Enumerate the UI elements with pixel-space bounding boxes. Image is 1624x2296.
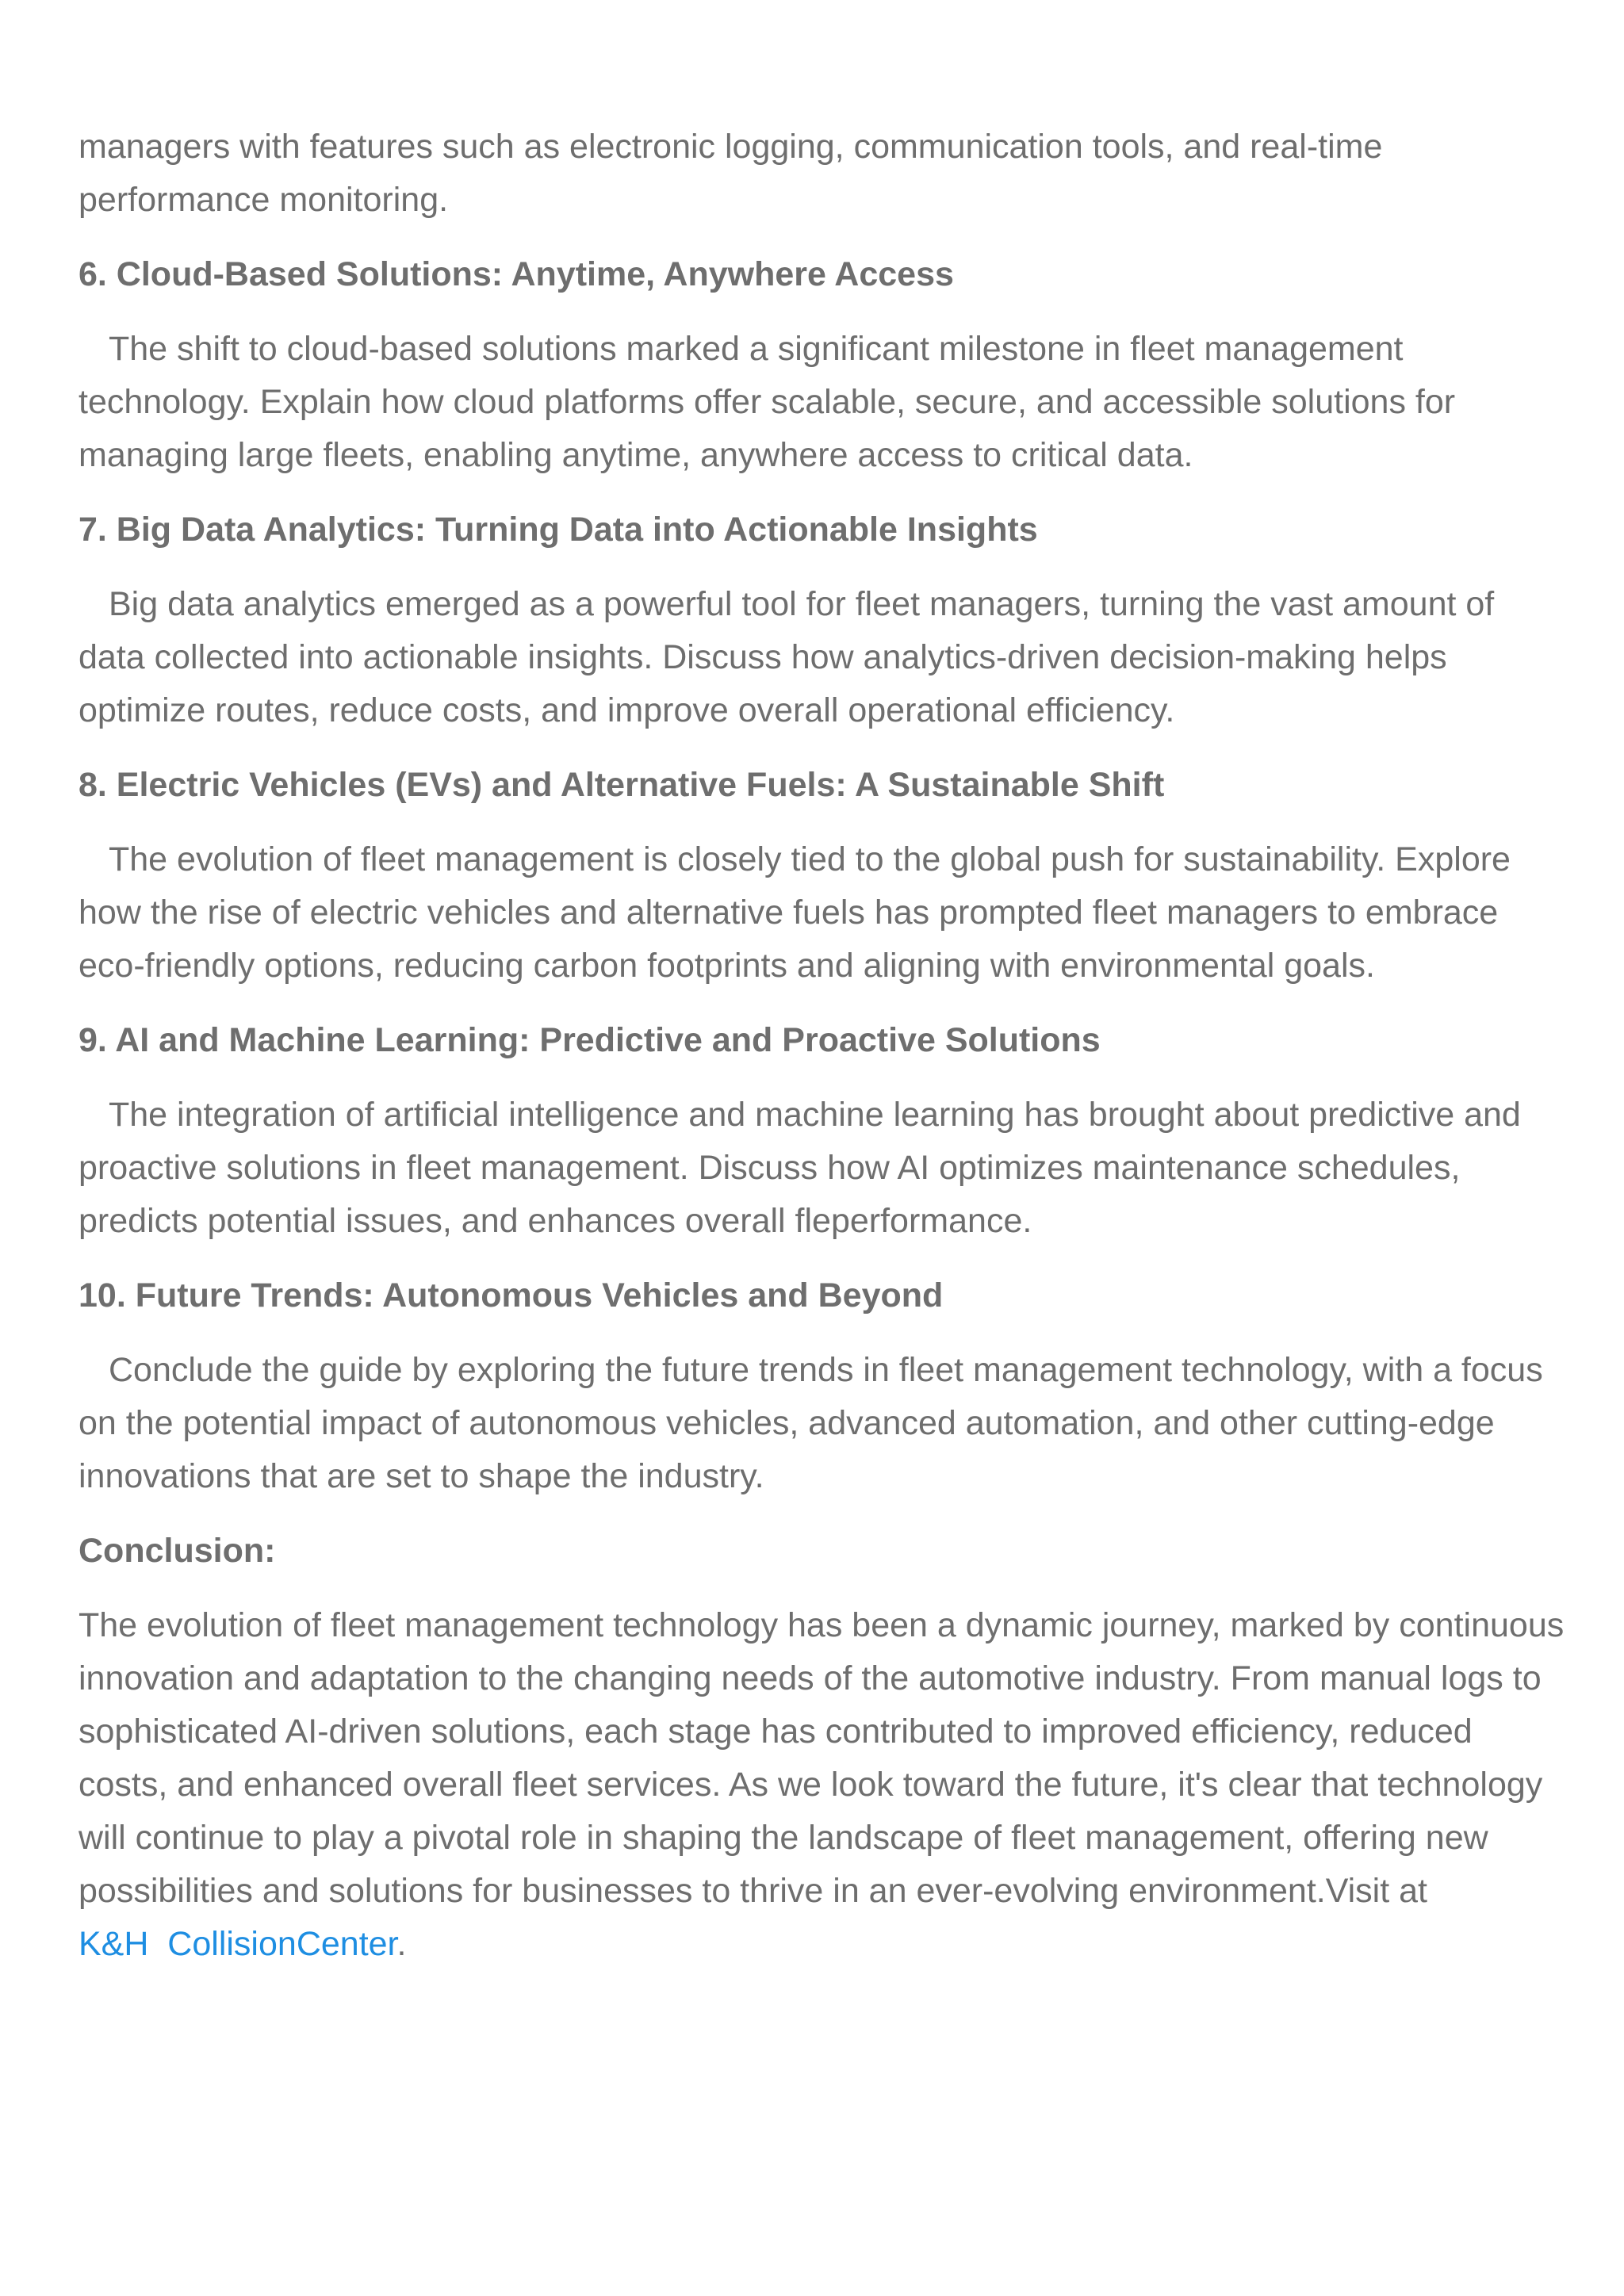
section-7-body: Big data analytics emerged as a powerful tool for fleet managers, turning the vast amount of data collected into actionable insights. Discuss how analytics-driven decision-making helps optimize routes, reduce costs, and improve overall operational efficiency. — [79, 585, 1495, 729]
section-8-heading: 8. Electric Vehicles (EVs) and Alternative Fuels: A Sustainable Shift — [79, 766, 1165, 804]
section-10-body: Conclude the guide by exploring the future trends in fleet management technology, with a focus on the potential impact of autonomous vehicles, advanced automation, and other cutting-edge innovations that are set to shape the industry. — [79, 1351, 1543, 1495]
section-6-body: The shift to cloud-based solutions marked a significant milestone in fleet management technology. Explain how cloud platforms offer scalable, secure, and accessible solutions for managing large fleets, enabling anytime, anywhere access to critical data. — [79, 330, 1456, 474]
document-page — [79, 121, 1569, 1971]
section-7-heading: 7. Big Data Analytics: Turning Data into Actionable Insights — [79, 511, 1038, 549]
section-8-body: The evolution of fleet management is closely tied to the global push for sustainability. Explore how the rise of electric vehicles and alternative fuels has prompted fleet managers to embrace eco-friendly options, reducing carbon footprints and aligning with environmental goals. — [79, 840, 1511, 985]
section-10-heading: 10. Future Trends: Autonomous Vehicles and Beyond — [79, 1276, 944, 1314]
conclusion-text: The evolution of fleet management technology has been a dynamic journey, marked by continuous innovation and adaptation to the changing needs of the automotive industry. From manual logs to sophisticated AI-driven solutions, each stage has contributed to improved efficiency, reduced costs, and enhanced overall fleet services. As we look toward the future, it's clear that technology will continue to play a pivotal role in shaping the landscape of fleet management, offering new possibilities and solutions for businesses to thrive in an ever-evolving environment.Visit at — [79, 1606, 1565, 1910]
intro-continuation-paragraph: managers with features such as electronic logging, communication tools, and real-time performance monitoring. — [79, 128, 1383, 219]
conclusion-trailing-period: . — [396, 1925, 407, 1963]
conclusion-heading: Conclusion: — [79, 1532, 276, 1570]
collision-center-link[interactable]: K&H CollisionCenter — [79, 1925, 397, 1963]
section-6-heading: 6. Cloud-Based Solutions: Anytime, Anywhere Access — [79, 255, 954, 293]
section-9-body: The integration of artificial intelligence and machine learning has brought about predictive and proactive solutions in fleet management. Discuss how AI optimizes maintenance schedules, predicts potential issues, and enhances overall fleperformance. — [79, 1096, 1521, 1240]
conclusion-body — [79, 1599, 1569, 1971]
section-9-heading: 9. AI and Machine Learning: Predictive and Proactive Solutions — [79, 1021, 1101, 1059]
